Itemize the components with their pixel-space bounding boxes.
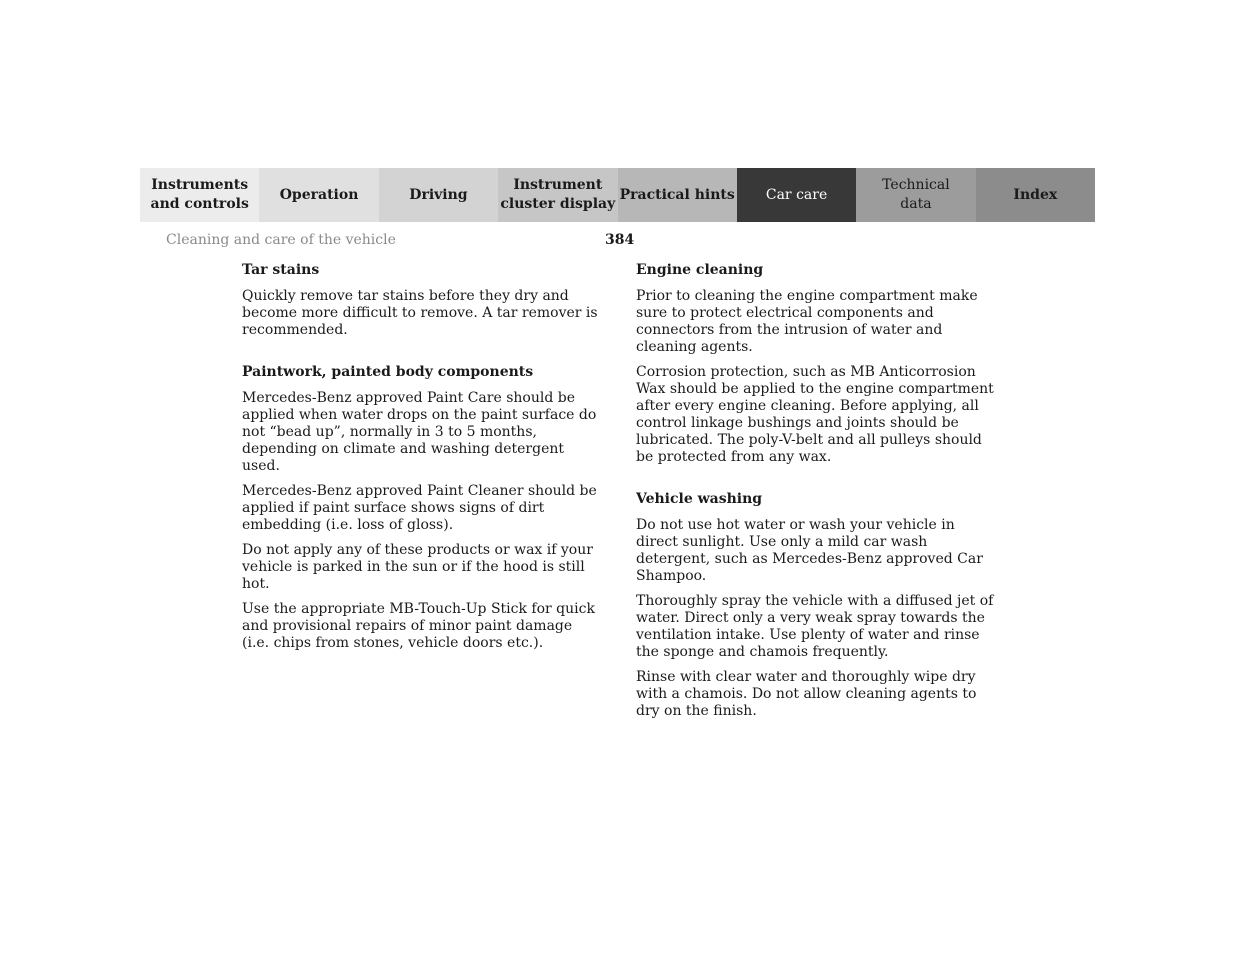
tab-driving[interactable]: Driving bbox=[379, 168, 498, 222]
tab-instruments-and-controls[interactable]: Instruments and controls bbox=[140, 168, 259, 222]
engine-cleaning-section bbox=[636, 262, 996, 466]
tab-index[interactable]: Index bbox=[976, 168, 1095, 222]
tar-stains-heading: Tar stains bbox=[242, 262, 320, 278]
paintwork-heading: Paintwork, painted body components bbox=[242, 364, 534, 380]
paintwork-paragraph-1: Mercedes-Benz approved Paint Care should be applied when water drops on the paint surface do not “bead up”, normally in 3 to 5 months, depending on climate and washing detergent used. bbox=[242, 390, 597, 474]
chapter-tab-bar bbox=[140, 168, 1095, 222]
vehicle-washing-paragraph-1: Do not use hot water or wash your vehicle in direct sunlight. Use only a mild car wash detergent, such as Mercedes-Benz approved Car Shampoo. bbox=[636, 517, 983, 584]
paintwork-section bbox=[242, 364, 602, 652]
engine-cleaning-heading: Engine cleaning bbox=[636, 262, 764, 278]
paintwork-paragraph-4: Use the appropriate MB-Touch-Up Stick for quick and provisional repairs of minor paint damage (i.e. chips from stones, vehicle doors etc.). bbox=[242, 601, 595, 651]
paintwork-paragraph-3: Do not apply any of these products or wax if your vehicle is parked in the sun or if the hood is still hot. bbox=[242, 542, 593, 592]
tab-technical-data[interactable]: Technical data bbox=[856, 168, 975, 222]
vehicle-washing-section bbox=[636, 491, 996, 720]
paintwork-paragraph-2: Mercedes-Benz approved Paint Cleaner should be applied if paint surface shows signs of dirt embedding (i.e. loss of gloss). bbox=[242, 483, 597, 533]
vehicle-washing-heading: Vehicle washing bbox=[636, 491, 763, 507]
engine-cleaning-paragraph-1: Prior to cleaning the engine compartment make sure to protect electrical components and connectors from the intrusion of water and cleaning agents. bbox=[636, 288, 978, 355]
tar-stains-section bbox=[242, 262, 602, 339]
tab-operation[interactable]: Operation bbox=[259, 168, 378, 222]
vehicle-washing-paragraph-2: Thoroughly spray the vehicle with a diffused jet of water. Direct only a very weak spray towards the ventilation intake. Use plenty of water and rinse the sponge and chamois frequently. bbox=[636, 593, 994, 660]
right-column bbox=[636, 262, 996, 728]
vehicle-washing-paragraph-3: Rinse with clear water and thoroughly wipe dry with a chamois. Do not allow cleaning agents to dry on the finish. bbox=[636, 669, 977, 719]
tab-instrument-cluster-display[interactable]: Instrument cluster display bbox=[498, 168, 617, 222]
tab-practical-hints[interactable]: Practical hints bbox=[618, 168, 737, 222]
left-column bbox=[242, 262, 602, 660]
section-title: Cleaning and care of the vehicle bbox=[166, 232, 396, 248]
tab-car-care[interactable]: Car care bbox=[737, 168, 856, 222]
page-number: 384 bbox=[605, 232, 635, 248]
engine-cleaning-paragraph-2: Corrosion protection, such as MB Anticorrosion Wax should be applied to the engine compartment after every engine cleaning. Before applying, all control linkage bushings and joints should be lubricated. The poly-V-belt and all pulleys should be protected from any wax. bbox=[636, 364, 994, 465]
tar-stains-paragraph: Quickly remove tar stains before they dry and become more difficult to remove. A tar remover is recommended. bbox=[242, 288, 598, 338]
